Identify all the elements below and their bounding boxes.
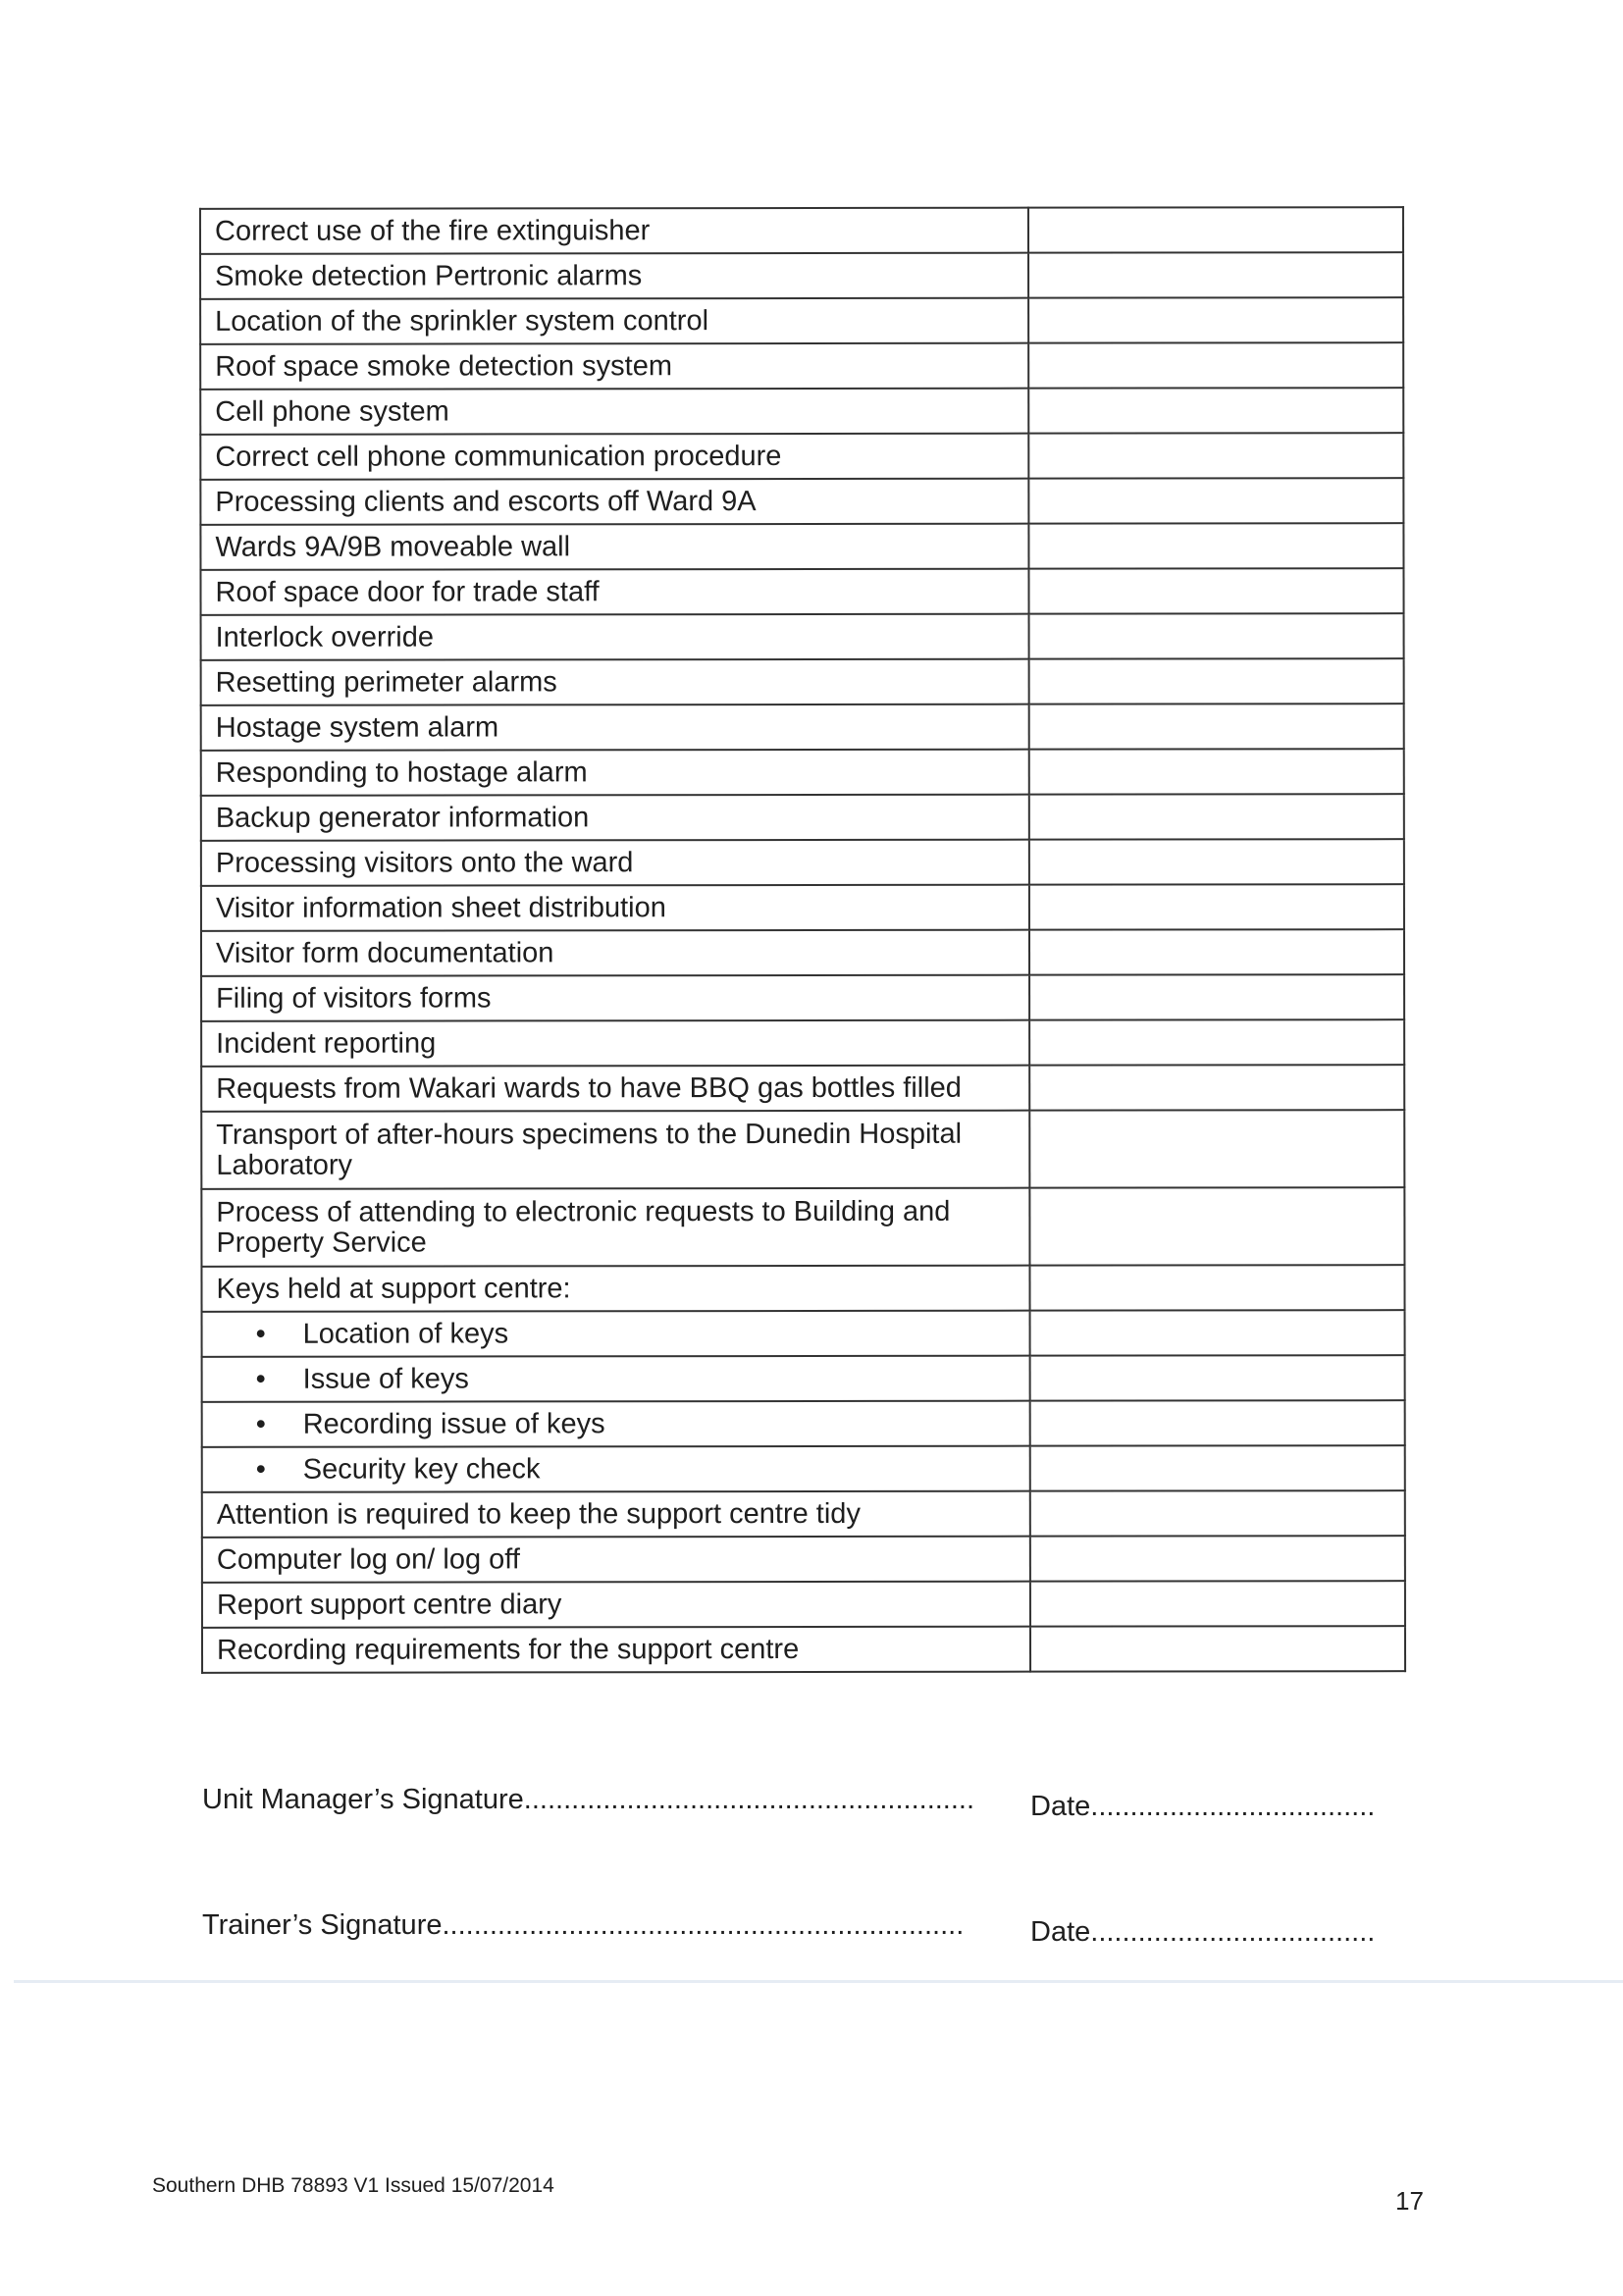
table-row (200, 523, 1403, 570)
scan-divider (14, 1980, 1623, 1983)
bullet-icon: • (255, 1363, 266, 1395)
checklist-item-cell (200, 434, 1028, 480)
table-row (202, 1445, 1405, 1492)
completion-cell[interactable] (1030, 1445, 1405, 1491)
checklist-item-cell (201, 795, 1029, 841)
table-row (200, 433, 1403, 480)
checklist-item-label: Attention is required to keep the support centre tidy (216, 1497, 861, 1531)
checklist-item-cell (202, 1537, 1030, 1583)
completion-cell[interactable] (1030, 1355, 1405, 1401)
checklist-item-cell (200, 479, 1028, 525)
completion-cell[interactable] (1029, 1187, 1404, 1266)
checklist-item-label: Resetting perimeter alarms (215, 666, 557, 699)
completion-cell[interactable] (1030, 1310, 1405, 1356)
table-row (201, 613, 1404, 660)
checklist-item-label: Computer log on/ log off (216, 1543, 520, 1576)
checklist-item-cell (200, 298, 1028, 344)
completion-cell[interactable] (1030, 1626, 1405, 1672)
checklist-item-label: Keys held at support centre: (216, 1273, 571, 1305)
table-row (202, 1626, 1405, 1673)
checklist-item-label: Wards 9A/9B moveable wall (215, 531, 571, 563)
trainer-date-line: Date.................................... (1030, 1916, 1376, 1948)
checklist-item-cell (202, 1401, 1030, 1447)
checklist-item-label: Processing visitors onto the ward (215, 847, 634, 879)
table-row (200, 252, 1403, 299)
checklist-item-label: Cell phone system (215, 395, 449, 428)
completion-cell[interactable] (1029, 704, 1404, 750)
checklist-item-label: Visitor information sheet distribution (215, 892, 666, 924)
completion-cell[interactable] (1029, 794, 1404, 840)
checklist-item-cell (200, 208, 1028, 254)
checklist-item-cell (201, 1111, 1029, 1189)
checklist-item-label: Backup generator information (215, 802, 590, 834)
completion-cell[interactable] (1029, 839, 1404, 885)
checklist-item-cell (201, 1066, 1029, 1112)
table-row (201, 929, 1404, 976)
completion-cell[interactable] (1029, 613, 1404, 659)
checklist-item-label: Report support centre diary (216, 1589, 562, 1621)
completion-cell[interactable] (1029, 749, 1404, 795)
checklist-item-cell (202, 1582, 1030, 1628)
checklist-item-label: Issue of keys (302, 1363, 469, 1395)
page-number: 17 (1395, 2186, 1424, 2216)
checklist-item-cell (200, 389, 1028, 435)
checklist-item-cell (201, 614, 1029, 660)
completion-cell[interactable] (1029, 929, 1404, 975)
completion-cell[interactable] (1030, 1490, 1405, 1537)
checklist-item-cell (202, 1311, 1030, 1357)
checklist-item-cell (202, 1627, 1030, 1673)
checklist-item-cell (201, 930, 1029, 976)
table-row (201, 1265, 1404, 1312)
completion-cell[interactable] (1029, 1265, 1404, 1311)
checklist-item-cell (201, 750, 1029, 796)
completion-cell[interactable] (1029, 974, 1404, 1020)
table-row (202, 1490, 1405, 1538)
checklist-item-cell (200, 253, 1028, 299)
unit-manager-signature-line: Unit Manager’s Signature......................................................... (202, 1784, 975, 1815)
checklist-item-cell (201, 704, 1029, 751)
completion-cell[interactable] (1029, 658, 1404, 704)
completion-cell[interactable] (1029, 1065, 1404, 1111)
checklist-item-label: Location of keys (302, 1318, 509, 1350)
completion-cell[interactable] (1029, 884, 1404, 930)
table-row (201, 658, 1404, 705)
checklist-item-label: Incident reporting (216, 1027, 437, 1060)
table-row (202, 1536, 1405, 1583)
table-row (201, 749, 1404, 796)
table-row (201, 704, 1404, 751)
checklist-item-label: Responding to hostage alarm (215, 757, 588, 789)
table-row (201, 794, 1404, 841)
table-row (201, 839, 1404, 886)
checklist-item-cell (200, 569, 1028, 615)
checklist-item-cell (201, 840, 1029, 886)
table-row (201, 974, 1404, 1021)
completion-cell[interactable] (1028, 207, 1403, 253)
checklist-item-label: Hostage system alarm (215, 711, 499, 744)
table-row (202, 1400, 1405, 1447)
completion-cell[interactable] (1030, 1400, 1405, 1446)
checklist-item-cell (201, 1020, 1029, 1067)
table-row (200, 568, 1403, 615)
checklist-item-label: Process of attending to electronic requests to Building and Property Service (216, 1195, 951, 1259)
checklist-item-label: Requests from Wakari wards to have BBQ gas bottles filled (216, 1071, 962, 1105)
completion-cell[interactable] (1028, 523, 1403, 569)
checklist-item-cell (201, 885, 1029, 931)
footer-doc-ref: Southern DHB 78893 V1 Issued 15/07/2014 (152, 2174, 554, 2197)
training-checklist-table (199, 206, 1406, 1674)
table-row (201, 1110, 1404, 1189)
completion-cell[interactable] (1028, 342, 1403, 389)
table-row (200, 388, 1403, 435)
completion-cell[interactable] (1029, 1110, 1404, 1188)
table-row (202, 1355, 1405, 1402)
checklist-item-label: Visitor form documentation (215, 937, 554, 969)
table-row (201, 884, 1404, 931)
checklist-item-cell (201, 659, 1029, 705)
checklist-item-cell (201, 975, 1029, 1021)
checklist-item-cell (200, 524, 1028, 570)
checklist-item-cell (201, 1266, 1029, 1312)
completion-cell[interactable] (1028, 252, 1403, 298)
checklist-item-cell (202, 1491, 1030, 1538)
checklist-item-label: Roof space door for trade staff (215, 576, 600, 608)
table-row (200, 297, 1403, 344)
bullet-icon: • (255, 1318, 266, 1350)
completion-cell[interactable] (1028, 478, 1403, 524)
table-row (200, 207, 1403, 254)
completion-cell[interactable] (1028, 388, 1403, 434)
checklist-item-label: Filing of visitors forms (216, 982, 492, 1015)
checklist-item-label: Security key check (302, 1453, 541, 1486)
checklist-item-label: Interlock override (215, 621, 435, 653)
table-row (200, 478, 1403, 525)
table-row (201, 1019, 1404, 1067)
completion-cell[interactable] (1028, 433, 1403, 479)
checklist-item-label: Transport of after-hours specimens to the Dunedin Hospital Laboratory (216, 1118, 963, 1181)
checklist-item-label: Location of the sprinkler system control (215, 305, 709, 338)
checklist-item-label: Recording issue of keys (302, 1408, 605, 1440)
table-row (200, 342, 1403, 390)
table-row (201, 1065, 1404, 1112)
checklist-item-label: Recording requirements for the support centre (216, 1634, 800, 1666)
completion-cell[interactable] (1028, 568, 1403, 614)
completion-cell[interactable] (1030, 1536, 1405, 1582)
completion-cell[interactable] (1029, 1019, 1404, 1066)
checklist-item-label: Correct use of the fire extinguisher (214, 215, 651, 247)
checklist-item-cell (200, 343, 1028, 390)
checklist-item-cell (202, 1356, 1030, 1402)
bullet-icon: • (255, 1408, 266, 1440)
table-row (202, 1310, 1405, 1357)
completion-cell[interactable] (1030, 1581, 1405, 1627)
trainer-signature-line: Trainer’s Signature.................................................................. (202, 1909, 965, 1941)
checklist-item-cell (201, 1188, 1029, 1267)
checklist-item-label: Smoke detection Pertronic alarms (215, 260, 643, 292)
table-row (201, 1187, 1404, 1267)
completion-cell[interactable] (1028, 297, 1403, 343)
checklist-item-label: Roof space smoke detection system (215, 350, 673, 383)
bullet-icon: • (255, 1453, 266, 1486)
unit-manager-date-line: Date.................................... (1030, 1791, 1376, 1822)
checklist-item-cell (202, 1446, 1030, 1492)
checklist-item-label: Correct cell phone communication procedure (215, 441, 782, 473)
table-row (202, 1581, 1405, 1628)
checklist-item-label: Processing clients and escorts off Ward 9A (215, 486, 757, 518)
